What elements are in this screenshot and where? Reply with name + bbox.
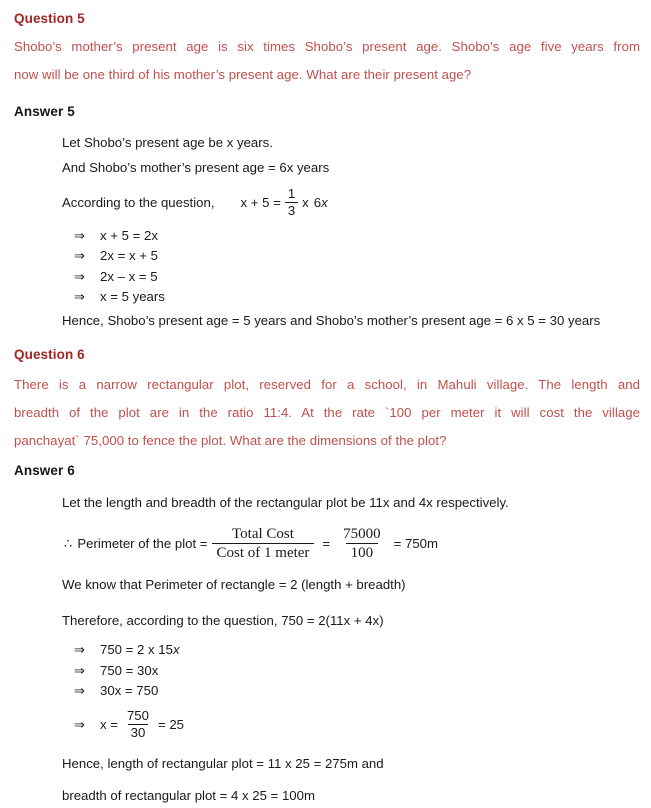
fraction-numerator: Total Cost — [232, 526, 294, 542]
step-item — [74, 267, 642, 288]
question-5-body-line-1: Shobo’s mother’s present age is six times Shobo’s present age. Shobo’s age five years from — [14, 39, 640, 54]
implies-arrow-icon: ⇒ — [74, 683, 85, 699]
fraction-denominator: 100 — [346, 543, 379, 561]
fraction-one-third — [285, 187, 298, 219]
step-item — [74, 681, 642, 702]
answer-6-perimeter-result: = 750m — [393, 536, 438, 552]
fraction-numerator: 750 — [126, 707, 149, 723]
step-item — [74, 226, 642, 247]
step-variable: x — [172, 642, 180, 658]
answer-6-final-step — [62, 709, 642, 741]
step-item — [74, 661, 642, 682]
step-item — [74, 246, 642, 267]
answer-5-equation-variable: x — [321, 195, 328, 211]
answer-5-equation-lhs: x + 5 = — [240, 195, 281, 211]
answer-6-perimeter-equation — [62, 526, 642, 561]
question-6-body-line-2: breadth of the plot are in the ratio 11:4. At the rate `100 per meter it will cost the village — [14, 405, 640, 420]
spacer — [62, 776, 642, 783]
answer-5-heading: Answer 5 — [14, 104, 75, 119]
spacer — [62, 740, 642, 751]
answer-6-final-lhs: x = — [100, 717, 118, 733]
question-5-body — [14, 33, 640, 89]
question-6-body-line-3: panchayat` 75,000 to fence the plot. What are the dimensions of the plot? — [14, 433, 447, 448]
answer-5-line-2: And Shobo’s mother’s present age = 6x years — [62, 160, 330, 175]
answer-5-equation-label: According to the question, — [62, 195, 215, 211]
question-6-heading: Question 6 — [14, 347, 85, 362]
answer-5-line-1: Let Shobo’s present age be x years. — [62, 135, 273, 150]
fraction-denominator: Cost of 1 meter — [212, 543, 315, 561]
answer-5-equation — [62, 187, 642, 219]
fraction-total-cost — [212, 526, 315, 561]
answer-5-conclusion: Hence, Shobo’s present age = 5 years and Shobo’s mother’s present age = 6 x 5 = 30 years — [62, 312, 601, 328]
answer-6-heading: Answer 6 — [14, 463, 75, 478]
step-text: 30x = 750 — [100, 683, 159, 699]
answer-5-equation-multiplier: x — [302, 195, 309, 211]
spacer — [62, 180, 642, 187]
step-item — [74, 640, 642, 661]
step-text: 2x – x = 5 — [100, 268, 158, 284]
step-text: 750 = 30x — [100, 662, 159, 678]
answer-6-line-know: We know that Perimeter of rectangle = 2 (length + breadth) — [62, 577, 406, 593]
spacer — [62, 561, 642, 572]
answer-6-conclusion-line-1: Hence, length of rectangular plot = 11 x 25 = 275m and — [62, 756, 384, 772]
answer-6-body — [62, 490, 642, 808]
step-text: x = 5 years — [100, 289, 165, 304]
step-item — [74, 287, 642, 308]
answer-6-conclusion-line-2: breadth of rectangular plot = 4 x 25 = 100m — [62, 788, 315, 804]
implies-arrow-icon: ⇒ — [74, 662, 85, 678]
spacer — [62, 219, 642, 226]
spacer — [62, 633, 642, 640]
answer-5-steps — [62, 226, 642, 308]
answer-6-line-therefore: Therefore, according to the question, 750 = 2(11x + 4x) — [62, 613, 384, 629]
fraction-750-over-30 — [124, 709, 152, 741]
step-text: 2x = x + 5 — [100, 248, 158, 263]
answer-6-perimeter-label: Perimeter of the plot = — [77, 536, 208, 552]
fraction-numerator: 1 — [287, 186, 296, 201]
answer-5-body — [62, 130, 642, 333]
therefore-symbol-icon: ∴ — [64, 536, 73, 552]
equals-sign: = — [322, 536, 331, 552]
answer-5-equation-term: 6 — [313, 195, 322, 211]
step-text: x + 5 = 2x — [100, 227, 158, 243]
fraction-numerator: 75000 — [343, 526, 381, 542]
step-text: 750 = 2 x 15 — [100, 642, 173, 658]
spacer — [62, 597, 642, 608]
implies-arrow-icon: ⇒ — [74, 248, 85, 263]
implies-arrow-icon: ⇒ — [74, 642, 85, 658]
spacer — [62, 702, 642, 709]
fraction-denominator: 3 — [285, 202, 298, 218]
implies-arrow-icon: ⇒ — [74, 717, 85, 733]
implies-arrow-icon: ⇒ — [74, 289, 85, 304]
fraction-75000-over-100 — [338, 526, 386, 561]
spacer — [62, 515, 642, 526]
fraction-denominator: 30 — [128, 724, 149, 740]
answer-6-steps — [62, 640, 642, 702]
question-5-body-line-2: now will be one third of his mother’s present age. What are their present age? — [14, 67, 472, 82]
implies-arrow-icon: ⇒ — [74, 227, 85, 243]
question-6-body — [14, 371, 640, 455]
implies-arrow-icon: ⇒ — [74, 268, 85, 284]
question-6-body-line-1: There is a narrow rectangular plot, reserved for a school, in Mahuli village. The length and — [14, 377, 640, 392]
answer-6-line-1: Let the length and breadth of the rectangular plot be 11x and 4x respectively. — [62, 495, 509, 510]
answer-6-final-rhs: = 25 — [157, 717, 185, 733]
question-5-heading: Question 5 — [14, 11, 85, 26]
